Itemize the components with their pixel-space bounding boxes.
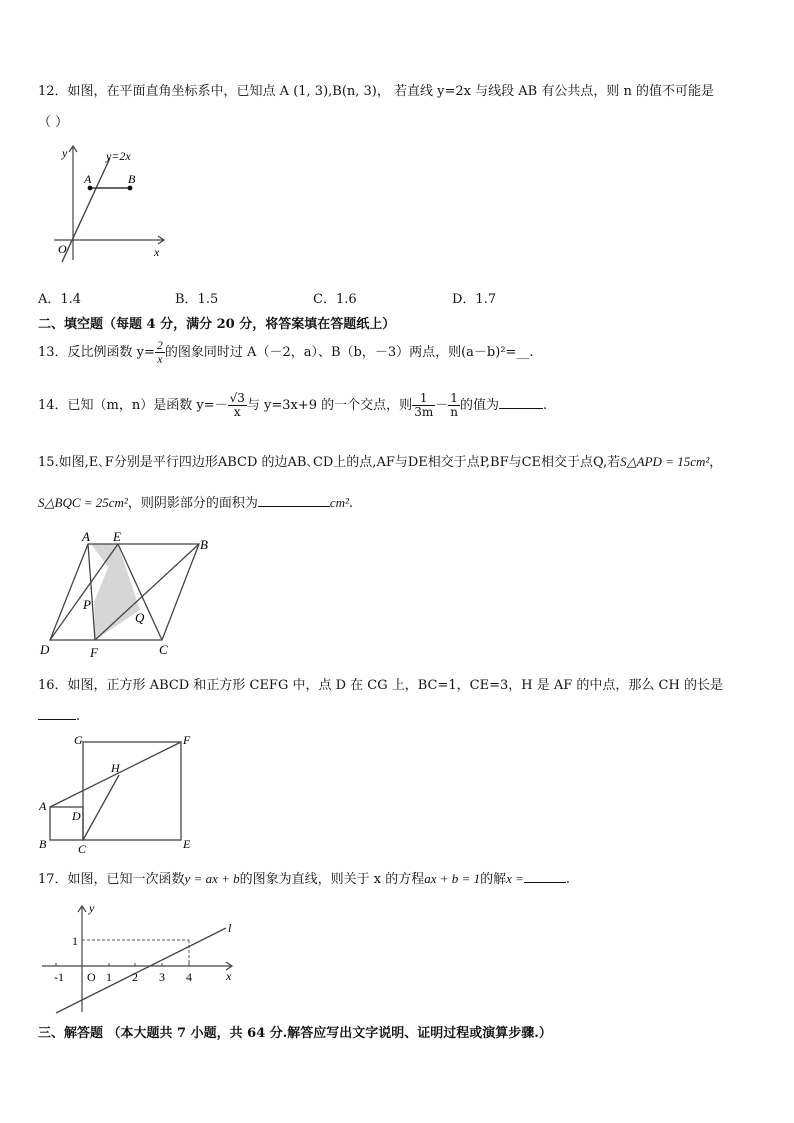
b-label: B (128, 172, 136, 186)
x-tick-4: 4 (186, 970, 192, 984)
q17-answer-blank (524, 870, 566, 883)
label-q: Q (135, 610, 145, 625)
q12-option-a: A．1.4 (38, 292, 82, 307)
label-b: B (200, 537, 208, 552)
q15-line1: 15.如图,E､F分别是平行四边形ABCD 的边AB､CD上的点,AF与DE相交于点P,BF与CE相交于点Q,若S△APD = 15cm²， (38, 454, 723, 470)
q14-post: 的值为 (459, 398, 499, 413)
x-tick-neg1: -1 (54, 970, 64, 984)
label-b: B (39, 837, 47, 851)
q12-option-c: C．1.6 (313, 292, 357, 307)
segment-af (88, 544, 95, 640)
x-label: x (154, 245, 160, 259)
point-a (88, 186, 93, 191)
point-b (128, 186, 133, 191)
q14-fraction-sqrt3: $\frac{√3}{x}$ (229, 391, 245, 419)
q16-text: 16．如图，正方形 ABCD 和正方形 CEFG 中，点 D 在 CG 上，BC=1，CE=3，H 是 AF 的中点，那么 CH 的长是 (38, 678, 723, 693)
x-tick-3: 3 (159, 970, 165, 984)
y-tick-1: 1 (72, 934, 78, 948)
y-label: y (62, 146, 68, 160)
label-d: D (40, 642, 50, 657)
q13-post: 的图象同时过 A（－2，a）、B（b，－3）两点，则(a－b)²=__. (164, 345, 534, 360)
label-e: E (113, 532, 121, 544)
label-h: H (111, 761, 120, 775)
label-g: G (74, 733, 83, 747)
q17-text: 17．如图，已知一次函数y = ax + b的图象为直线，则关于 x 的方程ax + b = 1的解x = . (38, 871, 571, 887)
q12-figure (44, 140, 184, 265)
origin-label: O (58, 242, 67, 256)
q12-text: 12．如图，在平面直角坐标系中，已知点 A (1, 3),B(n, 3)， 若直线 y=2x 与线段 AB 有公共点，则 n 的值不可能是 (38, 84, 714, 99)
q13 (38, 339, 534, 366)
q12-option-d: D．1.7 (452, 292, 497, 307)
q14: 14．已知（m，n）是函数 y=－ $\frac{√3}{x}$ 与 y=3x+9 的一个交点，则 $\frac{1}{3m}$ － $\frac{1}{n}$ 的值为 . (38, 391, 548, 419)
q17-equation: ax + b = 1 (424, 871, 481, 886)
q16-figure (36, 732, 201, 857)
label-a: A (39, 799, 47, 813)
origin-label: O (87, 970, 96, 984)
y-label: y (89, 901, 95, 915)
section-2-heading: 二、填空题（每题 4 分，满分 20 分，将答案填在答题纸上） (38, 317, 396, 332)
x-tick-2: 2 (132, 970, 138, 984)
label-c: C (159, 642, 168, 657)
label-f: F (90, 645, 98, 660)
q17-figure (36, 900, 246, 1018)
a-label: A (84, 172, 92, 186)
q15-answer-blank (258, 494, 330, 507)
q12-option-b: B．1.5 (175, 292, 219, 307)
line-label: y=2x (106, 149, 131, 163)
q16-line2: . (38, 707, 80, 725)
l-label: l (228, 921, 232, 935)
label-e: E (183, 837, 191, 851)
q13-pre: 13．反比例函数 y= (38, 345, 155, 360)
q14-pre: 14．已知（m，n）是函数 y=－ (38, 398, 228, 413)
segment-ch (83, 775, 119, 840)
label-d: D (72, 809, 81, 823)
q15-figure (38, 532, 223, 662)
square-cefg (83, 742, 181, 840)
q14-fraction-2: $\frac{1}{n}$ (450, 391, 458, 419)
label-f: F (183, 733, 191, 747)
section-3-heading: 三、解答题 （本大题共 7 小题，共 64 分.解答应写出文字说明、证明过程或演算步骤.） (38, 1026, 552, 1041)
x-tick-1: 1 (106, 970, 112, 984)
q12-paren: （ ） (38, 115, 69, 130)
label-a: A (82, 532, 90, 544)
q14-mid: 与 y=3x+9 的一个交点，则 (246, 398, 413, 413)
q15-line2: S△BQC = 25cm²，则阴影部分的面积为 cm². (38, 495, 354, 511)
label-c: C (78, 842, 87, 856)
q15-s2: S△BQC = 25cm² (38, 495, 128, 510)
q17-function: y = ax + b (184, 871, 240, 886)
x-label: x (226, 969, 232, 983)
q13-fraction: $\frac{2}{x}$ (156, 338, 163, 366)
q15-s1: S△APD = 15cm² (620, 454, 710, 469)
label-p: P (83, 597, 91, 612)
q16-answer-blank (38, 707, 76, 720)
q14-fraction-1: $\frac{1}{3m}$ (414, 391, 434, 419)
q14-answer-blank (499, 396, 543, 409)
